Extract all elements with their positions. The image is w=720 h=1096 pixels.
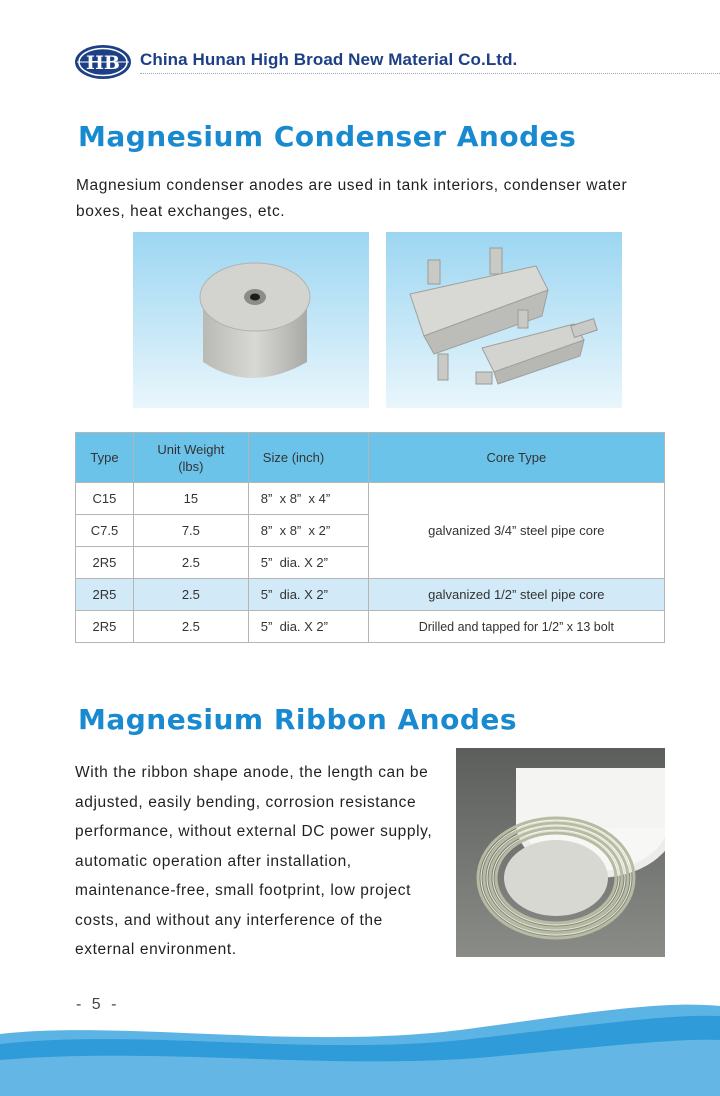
- cell-size: 5” dia. X 2”: [248, 611, 368, 643]
- cell-type: 2R5: [76, 547, 134, 579]
- cell-size: 8” x 8” x 2”: [248, 515, 368, 547]
- company-logo: [74, 44, 132, 80]
- condenser-title: Magnesium Condenser Anodes: [78, 120, 577, 153]
- header-unit-weight: Unit Weight (lbs): [133, 433, 248, 483]
- condenser-intro: Magnesium condenser anodes are used in tank interiors, condenser water boxes, heat exchanges, etc.: [76, 177, 628, 220]
- photo-bar-anodes: [386, 232, 622, 408]
- cell-weight: 2.5: [133, 579, 248, 611]
- company-name: China Hunan High Broad New Material Co.Ltd.: [140, 50, 518, 69]
- photo-round-anode: [133, 232, 369, 408]
- cell-core: galvanized 1/2” steel pipe core: [368, 579, 664, 611]
- header-divider: [140, 73, 720, 74]
- cell-size: 5” dia. X 2”: [248, 547, 368, 579]
- cell-size: 5” dia. X 2”: [248, 579, 368, 611]
- cell-weight: 2.5: [133, 611, 248, 643]
- table-row: [76, 483, 665, 515]
- cell-weight: 7.5: [133, 515, 248, 547]
- page-header: [74, 44, 720, 84]
- spec-table: [75, 432, 665, 643]
- cell-type: 2R5: [76, 611, 134, 643]
- header-size: Size (inch): [248, 433, 368, 483]
- cell-type: 2R5: [76, 579, 134, 611]
- page-number: - 5 -: [76, 996, 120, 1013]
- cell-core: Drilled and tapped for 1/2” x 13 bolt: [368, 611, 664, 643]
- cell-weight: 15: [133, 483, 248, 515]
- cell-type: C15: [76, 483, 134, 515]
- header-core-type: Core Type: [368, 433, 664, 483]
- table-row: [76, 611, 665, 643]
- cell-core-merged: galvanized 3/4” steel pipe core: [368, 483, 664, 579]
- table-row: [76, 579, 665, 611]
- ribbon-description: With the ribbon shape anode, the length can be adjusted, easily bending, corrosion resistance performance, without external DC power supply, automatic operation after installation, maintenance-free, small footprint, low project costs, and without any interference of the external environment.: [75, 764, 433, 958]
- logo-text: HB: [85, 52, 121, 74]
- header-type: Type: [76, 433, 134, 483]
- table-header-row: [76, 433, 665, 483]
- ribbon-title: Magnesium Ribbon Anodes: [78, 703, 518, 736]
- footer-wave: [0, 990, 720, 1096]
- cell-type: C7.5: [76, 515, 134, 547]
- photo-ribbon-coil: [456, 748, 665, 957]
- cell-weight: 2.5: [133, 547, 248, 579]
- cell-size: 8” x 8” x 4”: [248, 483, 368, 515]
